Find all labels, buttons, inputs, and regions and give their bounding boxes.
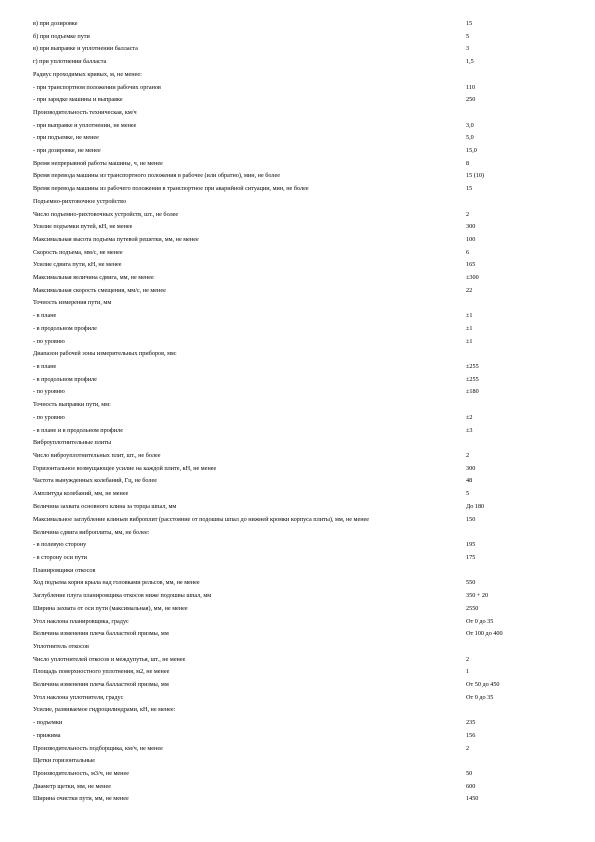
spec-value: 110: [466, 83, 476, 91]
spec-value: 15: [466, 185, 473, 193]
spec-value: ±2: [466, 413, 473, 421]
spec-label: Радиус проходимых кривых, м, не менее:: [33, 70, 142, 78]
spec-value: ±3: [466, 426, 473, 434]
spec-value: 50: [466, 769, 473, 777]
spec-value: 6: [466, 248, 470, 256]
spec-value: 195: [466, 541, 476, 549]
spec-row: [33, 552, 563, 565]
spec-row: [33, 450, 563, 463]
spec-label: - в продольном профиле: [33, 375, 97, 383]
spec-row: [33, 158, 563, 171]
spec-value: ±1: [466, 337, 473, 345]
spec-label: Амплитуда колебаний, мм, не менее: [33, 490, 129, 498]
spec-row: [33, 577, 563, 590]
spec-value: 300: [466, 223, 476, 231]
spec-row: [33, 82, 563, 95]
spec-row: [33, 221, 563, 234]
spec-row: [33, 704, 563, 717]
spec-label: Производительность техническая, км/ч: [33, 108, 137, 116]
spec-row: [33, 310, 563, 323]
spec-label: Угол наклона планировщика, градус: [33, 617, 129, 625]
spec-label: - при выправке и уплотнении, не менее: [33, 121, 137, 129]
spec-row: [33, 654, 563, 667]
spec-row: [33, 297, 563, 310]
spec-label: - подъемки: [33, 719, 63, 727]
spec-value: 1450: [466, 795, 479, 803]
spec-label: Число подъемно-рихтовочных устройств, шт., не более: [33, 210, 179, 218]
spec-value: От 100 до 400: [466, 630, 503, 638]
spec-row: [33, 18, 563, 31]
spec-label: - при дозировке, не менее: [33, 147, 101, 155]
spec-row: [33, 196, 563, 209]
spec-row: [33, 781, 563, 794]
spec-label: Время перевода машины из транспортного положения в рабочее (или обратно), мин, не более: [33, 172, 280, 180]
spec-label: Подъемно-рихтовочное устройство: [33, 197, 127, 205]
spec-value: 550: [466, 579, 476, 587]
spec-label: - в плане и в продольном профиле: [33, 426, 123, 434]
spec-label: Ширина захвата от оси пути (максимальная), мм, не менее: [33, 604, 188, 612]
spec-row: [33, 107, 563, 120]
spec-value: 15 (10): [466, 172, 485, 180]
spec-value: 1: [466, 668, 470, 676]
spec-row: [33, 463, 563, 476]
spec-row: [33, 527, 563, 540]
spec-label: Время непрерывной работы машины, ч, не менее: [33, 159, 163, 167]
spec-value: От 0 до 35: [466, 693, 494, 701]
spec-row: [33, 743, 563, 756]
spec-label: - при транспортном положении рабочих органов: [33, 83, 161, 91]
spec-value: 300: [466, 464, 476, 472]
specification-list: [0, 18, 595, 806]
spec-row: [33, 425, 563, 438]
spec-label: Площадь поверхностного уплотнения, м2, не менее: [33, 668, 170, 676]
spec-row: [33, 730, 563, 743]
spec-label: Частота вынужденных колебаний, Гц, не более: [33, 477, 157, 485]
spec-label: Диаметр щетки, мм, не менее: [33, 782, 111, 790]
spec-label: - при зарядке машины и выправке: [33, 96, 123, 104]
spec-label: - в полевую сторону: [33, 541, 87, 549]
spec-label: - при подъемке, не менее: [33, 134, 99, 142]
spec-value: 2: [466, 744, 470, 752]
spec-value: 165: [466, 261, 476, 269]
spec-label: Производительность, м3/ч, не менее: [33, 769, 129, 777]
spec-row: [33, 348, 563, 361]
spec-label: Максимальная высота подъема путевой решетки, мм, не менее: [33, 235, 199, 243]
spec-value: 5: [466, 32, 470, 40]
spec-row: [33, 641, 563, 654]
spec-label: в) при дозировке: [33, 20, 78, 27]
spec-row: [33, 132, 563, 145]
spec-value: 2: [466, 210, 470, 218]
spec-value: 5: [466, 490, 470, 498]
spec-value: До 180: [466, 502, 485, 510]
spec-row: [33, 43, 563, 56]
spec-row: [33, 183, 563, 196]
spec-value: 2550: [466, 604, 479, 612]
spec-row: [33, 513, 563, 526]
spec-label: в) при выправке и уплотнении балласта: [33, 45, 138, 53]
spec-label: Число уплотнителей откосов и междупутья, шт., не менее: [33, 655, 186, 663]
spec-label: Число виброуплотнительных плит, шт., не более: [33, 451, 161, 459]
spec-row: [33, 565, 563, 578]
spec-row: [33, 793, 563, 806]
spec-label: г) при уплотнении балласта: [33, 58, 107, 66]
spec-label: - в сторону оси пути: [33, 554, 87, 562]
spec-label: Уплотнитель откосов: [33, 642, 89, 650]
spec-row: [33, 692, 563, 705]
spec-row: [33, 590, 563, 603]
spec-value: 175: [466, 554, 476, 562]
spec-label: Угол наклона уплотнителя, градус: [33, 693, 124, 701]
spec-label: Производительность подборщика, км/ч, не менее: [33, 744, 163, 752]
spec-label: - по уровню: [33, 388, 65, 396]
spec-row: [33, 31, 563, 44]
spec-label: - по уровню: [33, 413, 65, 421]
spec-value: 22: [466, 286, 473, 294]
spec-value: 156: [466, 731, 476, 739]
spec-label: Усилие подъемки путей, кН, не менее: [33, 223, 133, 231]
spec-label: Точность измерения пути, мм: [33, 299, 112, 307]
spec-value: От 0 до 35: [466, 617, 494, 625]
spec-label: - в плане: [33, 362, 57, 370]
spec-value: 5,0: [466, 134, 474, 142]
spec-row: [33, 386, 563, 399]
spec-value: 48: [466, 477, 473, 485]
spec-row: [33, 488, 563, 501]
spec-row: [33, 628, 563, 641]
spec-row: [33, 501, 563, 514]
spec-row: [33, 323, 563, 336]
spec-label: Точность выправки пути, мм:: [33, 401, 111, 409]
spec-row: [33, 56, 563, 69]
spec-row: [33, 717, 563, 730]
spec-label: б) при подъемке пути: [33, 32, 90, 40]
spec-row: [33, 285, 563, 298]
spec-label: Максимальное заглубление клиньев виброплит (расстояние от подошвы шпал до нижней кромки корпуса плиты), мм, не менее: [33, 516, 370, 524]
spec-row: [33, 69, 563, 82]
spec-label: - в продольном профиле: [33, 324, 97, 332]
spec-value: 2: [466, 655, 470, 663]
spec-value: 250: [466, 96, 476, 104]
spec-row: [33, 120, 563, 133]
spec-row: [33, 259, 563, 272]
spec-value: ±255: [466, 375, 479, 383]
spec-value: 15,0: [466, 147, 477, 155]
spec-row: [33, 768, 563, 781]
spec-label: Планировщики откосов: [33, 566, 96, 574]
spec-label: Горизонтальное возмущающее усилие на каждой плите, кН, не менее: [33, 464, 217, 472]
spec-row: [33, 666, 563, 679]
spec-row: [33, 399, 563, 412]
spec-label: - в плане: [33, 312, 57, 320]
spec-row: [33, 475, 563, 488]
spec-value: 3: [466, 45, 470, 53]
spec-value: 2: [466, 451, 470, 459]
spec-value: ±255: [466, 362, 479, 370]
spec-label: Заглубление плуга планировщика откосов ниже подошвы шпал, мм: [33, 592, 212, 600]
spec-value: 15: [466, 20, 473, 27]
spec-value: От 50 до 450: [466, 681, 500, 689]
spec-row: [33, 209, 563, 222]
spec-value: ±1: [466, 312, 473, 320]
spec-label: Величина захвата основного клина за торцы шпал, мм: [33, 502, 177, 510]
spec-row: [33, 361, 563, 374]
spec-row: [33, 374, 563, 387]
spec-label: - прижима: [33, 731, 61, 739]
spec-value: ±300: [466, 274, 479, 282]
spec-label: Величина изменения плеча балластной призмы, мм: [33, 630, 169, 638]
spec-row: [33, 94, 563, 107]
spec-value: 100: [466, 235, 476, 243]
spec-value: 8: [466, 159, 470, 167]
spec-row: [33, 539, 563, 552]
spec-label: Скорость подъема, мм/с, не менее: [33, 248, 123, 256]
spec-label: Виброуплотнительные плиты: [33, 439, 112, 447]
spec-row: [33, 603, 563, 616]
spec-row: [33, 412, 563, 425]
spec-row: [33, 170, 563, 183]
spec-value: 150: [466, 516, 476, 524]
spec-row: [33, 616, 563, 629]
spec-row: [33, 755, 563, 768]
spec-value: ±180: [466, 388, 479, 396]
spec-row: [33, 234, 563, 247]
spec-value: 350 + 20: [466, 592, 489, 600]
spec-row: [33, 437, 563, 450]
spec-label: - по уровню: [33, 337, 65, 345]
spec-row: [33, 145, 563, 158]
spec-label: Величина изменения плеча балластной призмы, мм: [33, 681, 169, 689]
spec-row: [33, 272, 563, 285]
spec-label: Усилие сдвига пути, кН, не менее: [33, 261, 122, 269]
spec-label: Время перевода машины из рабочего положения в транспортное при аварийной ситуации, мин, не более: [33, 185, 309, 193]
spec-label: Диапазон рабочей зоны измерительных приборов, мм:: [33, 350, 177, 358]
spec-label: Усилие, развиваемое гидроцилиндрами, кН, не менее:: [33, 706, 176, 714]
spec-label: Ширина очистки пути, мм, не менее: [33, 795, 129, 803]
spec-value: 600: [466, 782, 476, 790]
spec-value: ±1: [466, 324, 473, 332]
spec-label: Величина сдвига виброплиты, мм, не более:: [33, 528, 150, 536]
spec-value: 3,0: [466, 121, 474, 129]
spec-row: [33, 336, 563, 349]
spec-value: 235: [466, 719, 476, 727]
spec-label: Максимальная величина сдвига, мм, не менее: [33, 274, 154, 282]
spec-row: [33, 247, 563, 260]
spec-label: Щетки горизонтальные: [33, 757, 95, 765]
spec-value: 1,5: [466, 58, 474, 66]
spec-label: Максимальная скорость смещения, мм/с, не менее: [33, 286, 166, 294]
spec-label: Ход подъема корня крыла над головками рельсов, мм, не менее: [33, 579, 200, 587]
spec-row: [33, 679, 563, 692]
